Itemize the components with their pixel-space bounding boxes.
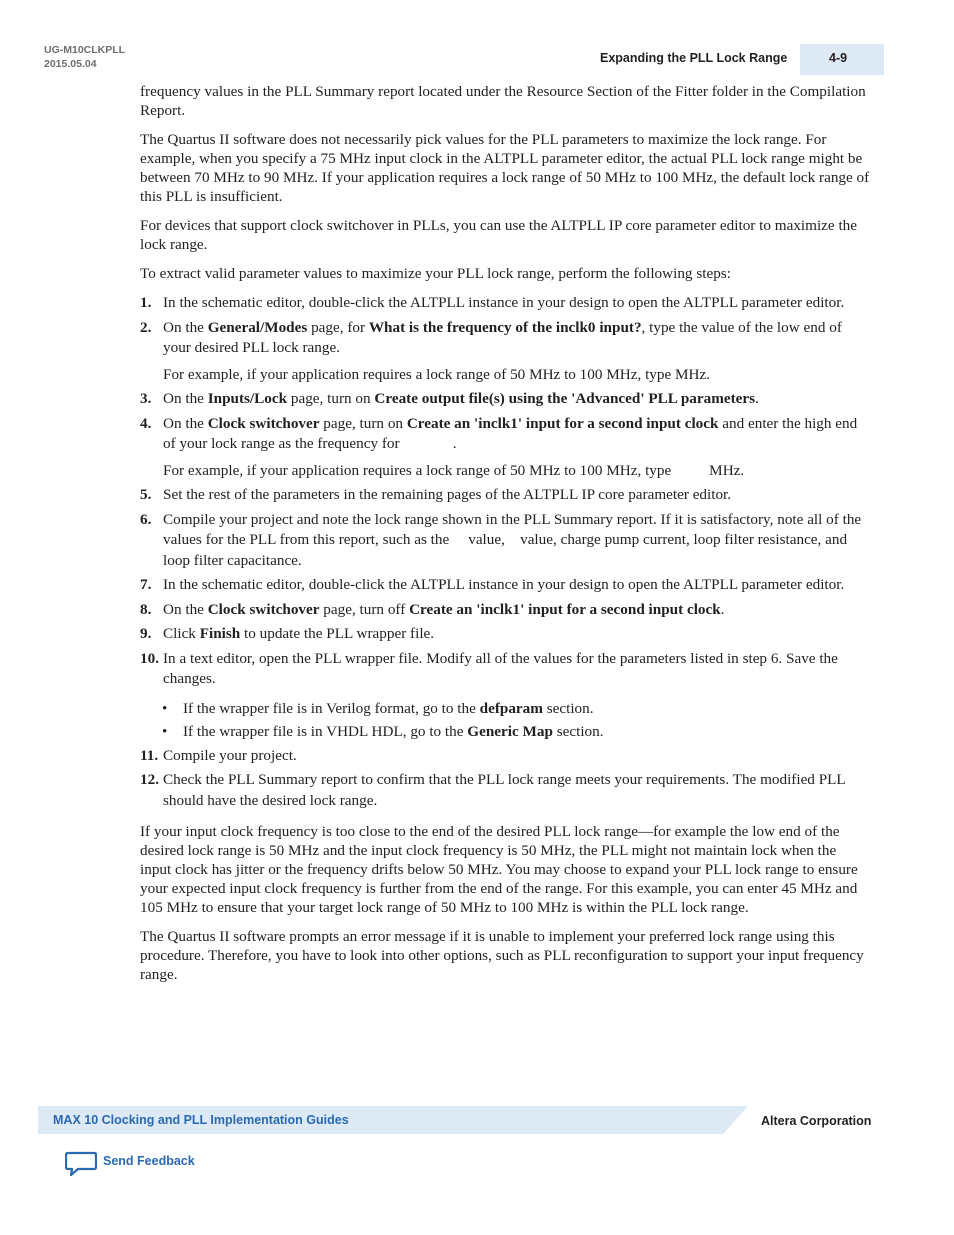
step-text: On the [163, 600, 208, 618]
step-number: 12. [140, 771, 159, 788]
document-date: 2015.05.04 [44, 58, 97, 70]
step-number: 10. [140, 649, 159, 667]
step-text: Compile your project. [163, 746, 297, 764]
step-text: page, turn off [319, 600, 410, 618]
step-text: On the [163, 390, 208, 407]
ui-term: Finish [199, 625, 241, 642]
step-text: , type the value of the low end of your desired PLL lock range. [163, 318, 842, 356]
step-text: page, turn on [287, 390, 375, 407]
list-item [140, 649, 870, 742]
step-text: . [755, 390, 759, 407]
code-term: Generic Map [467, 722, 553, 740]
ui-term: Create an 'inclk1' input for a second input clock [406, 414, 719, 432]
step-text: to update the PLL wrapper file. [240, 625, 435, 642]
step-text: . [720, 600, 725, 618]
paragraph: To extract valid parameter values to maximize your PLL lock range, perform the following steps: [140, 265, 731, 282]
list-item [140, 575, 870, 596]
ui-term: Clock switchover [207, 414, 320, 432]
step-text: In the schematic editor, double-click the ALTPLL instance in your design to open the ALTPLL parameter editor. [163, 576, 845, 593]
ui-term: Create output file(s) using the 'Advanced' PLL parameters [374, 390, 756, 407]
paragraph: If your input clock frequency is too close to the end of the desired PLL lock range—for example the low end of the desired lock range is 50 MHz and the input clock frequency is 50 MHz, the PLL might not maintain lock when the input clock has jitter or the frequency drifts below 50 MHz. You may choose to expand your PLL lock range to ensure your expected input clock frequency is further from the end of the range. For this example, you can enter 45 MHz and 105 MHz to ensure that your target lock range of 50 MHz to 100 MHz is within the PLL lock range. [140, 823, 858, 916]
send-feedback-link[interactable]: Send Feedback [103, 1154, 195, 1168]
bullet-icon: • [162, 722, 168, 740]
section-title: Expanding the PLL Lock Range [600, 51, 788, 65]
list-item [140, 293, 870, 314]
list-item [140, 389, 870, 410]
step-text: On the [163, 414, 208, 432]
list-item [140, 600, 870, 621]
paragraph: The Quartus II software prompts an error message if it is unable to implement your preferred lock range using this procedure. Therefore, you have to look into other options, such as PLL reconfiguration to support your input frequency range. [140, 928, 864, 983]
step-text: Click [163, 625, 200, 642]
step-number: 7. [140, 576, 152, 593]
paragraph: frequency values in the PLL Summary report located under the Resource Section of the Fitter folder in the Compilation Report. [140, 83, 866, 119]
ui-term: General/Modes [207, 318, 308, 336]
step-text: page, for [307, 318, 369, 336]
step-text: Check the PLL Summary report to confirm that the PLL lock range meets your requirements. The modified PLL should have the desired lock range. [163, 771, 846, 809]
step-number: 8. [140, 600, 152, 618]
document-id-block [44, 43, 125, 71]
step-number: 11. [140, 746, 159, 764]
step-number: 3. [140, 390, 152, 407]
step-number: 6. [140, 510, 152, 528]
list-item [140, 770, 870, 811]
step-number: 4. [140, 414, 152, 432]
speech-bubble-icon[interactable] [65, 1151, 97, 1177]
ui-term: Inputs/Lock [207, 390, 288, 407]
bullet-item [161, 699, 870, 719]
bullet-text: section. [542, 699, 594, 717]
bullet-icon: • [162, 699, 168, 717]
corporation-name: Altera Corporation [761, 1114, 872, 1128]
page-number: 4-9 [829, 51, 848, 65]
bullet-text: If the wrapper file is in Verilog format, go to the [183, 699, 480, 717]
list-item [140, 414, 870, 482]
step-number: 1. [140, 294, 152, 311]
step-note: For example, if your application requires a lock range of 50 MHz to 100 MHz, type MHz. [163, 461, 745, 479]
step-number: 5. [140, 486, 152, 503]
bullet-list [140, 699, 870, 742]
main-content [140, 82, 870, 994]
step-text: In the schematic editor, double-click the ALTPLL instance in your design to open the ALTPLL parameter editor. [163, 294, 845, 311]
ui-term: Clock switchover [207, 600, 320, 618]
guide-title: MAX 10 Clocking and PLL Implementation Guides [53, 1113, 349, 1127]
step-text: Compile your project and note the lock range shown in the PLL Summary report. If it is satisfactory, note all of the values for the PLL from this report, such as the value, value, charge pump current, loop filter resistance, and loop filter capacitance. [163, 510, 865, 569]
code-term: defparam [479, 699, 543, 717]
bullet-text: section. [552, 722, 604, 740]
bullet-text: If the wrapper file is in VHDL HDL, go to the [183, 722, 468, 740]
paragraph: For devices that support clock switchover in PLLs, you can use the ALTPLL IP core parameter editor to maximize the lock range. [140, 217, 857, 253]
list-item [140, 746, 870, 767]
step-text: Set the rest of the parameters in the remaining pages of the ALTPLL IP core parameter editor. [163, 486, 732, 503]
list-item [140, 510, 870, 572]
steps-list [140, 293, 870, 811]
step-number: 2. [140, 318, 152, 336]
bullet-item [161, 722, 870, 742]
step-text: and enter the high end of your lock range as the frequency for . [163, 414, 862, 452]
list-item [140, 485, 870, 506]
step-note: For example, if your application requires a lock range of 50 MHz to 100 MHz, type MHz. [163, 365, 711, 383]
ui-term: What is the frequency of the inclk0 input? [368, 318, 642, 336]
step-text: In a text editor, open the PLL wrapper file. Modify all of the values for the parameters listed in step 6. Save the changes. [163, 649, 838, 687]
list-item [140, 318, 870, 386]
step-number: 9. [140, 625, 152, 642]
step-text: On the [163, 318, 208, 336]
ui-term: Create an 'inclk1' input for a second input clock [409, 600, 721, 618]
list-item [140, 624, 870, 645]
document-id: UG-M10CLKPLL [44, 44, 126, 56]
paragraph: The Quartus II software does not necessarily pick values for the PLL parameters to maximize the lock range. For example, when you specify a 75 MHz input clock in the ALTPLL parameter editor, the actual PLL lock range might be between 70 MHz to 90 MHz. If your application requires a lock range of 50 MHz to 100 MHz, the default lock range of this PLL is insufficient. [140, 131, 870, 205]
step-text: page, turn on [319, 414, 407, 432]
